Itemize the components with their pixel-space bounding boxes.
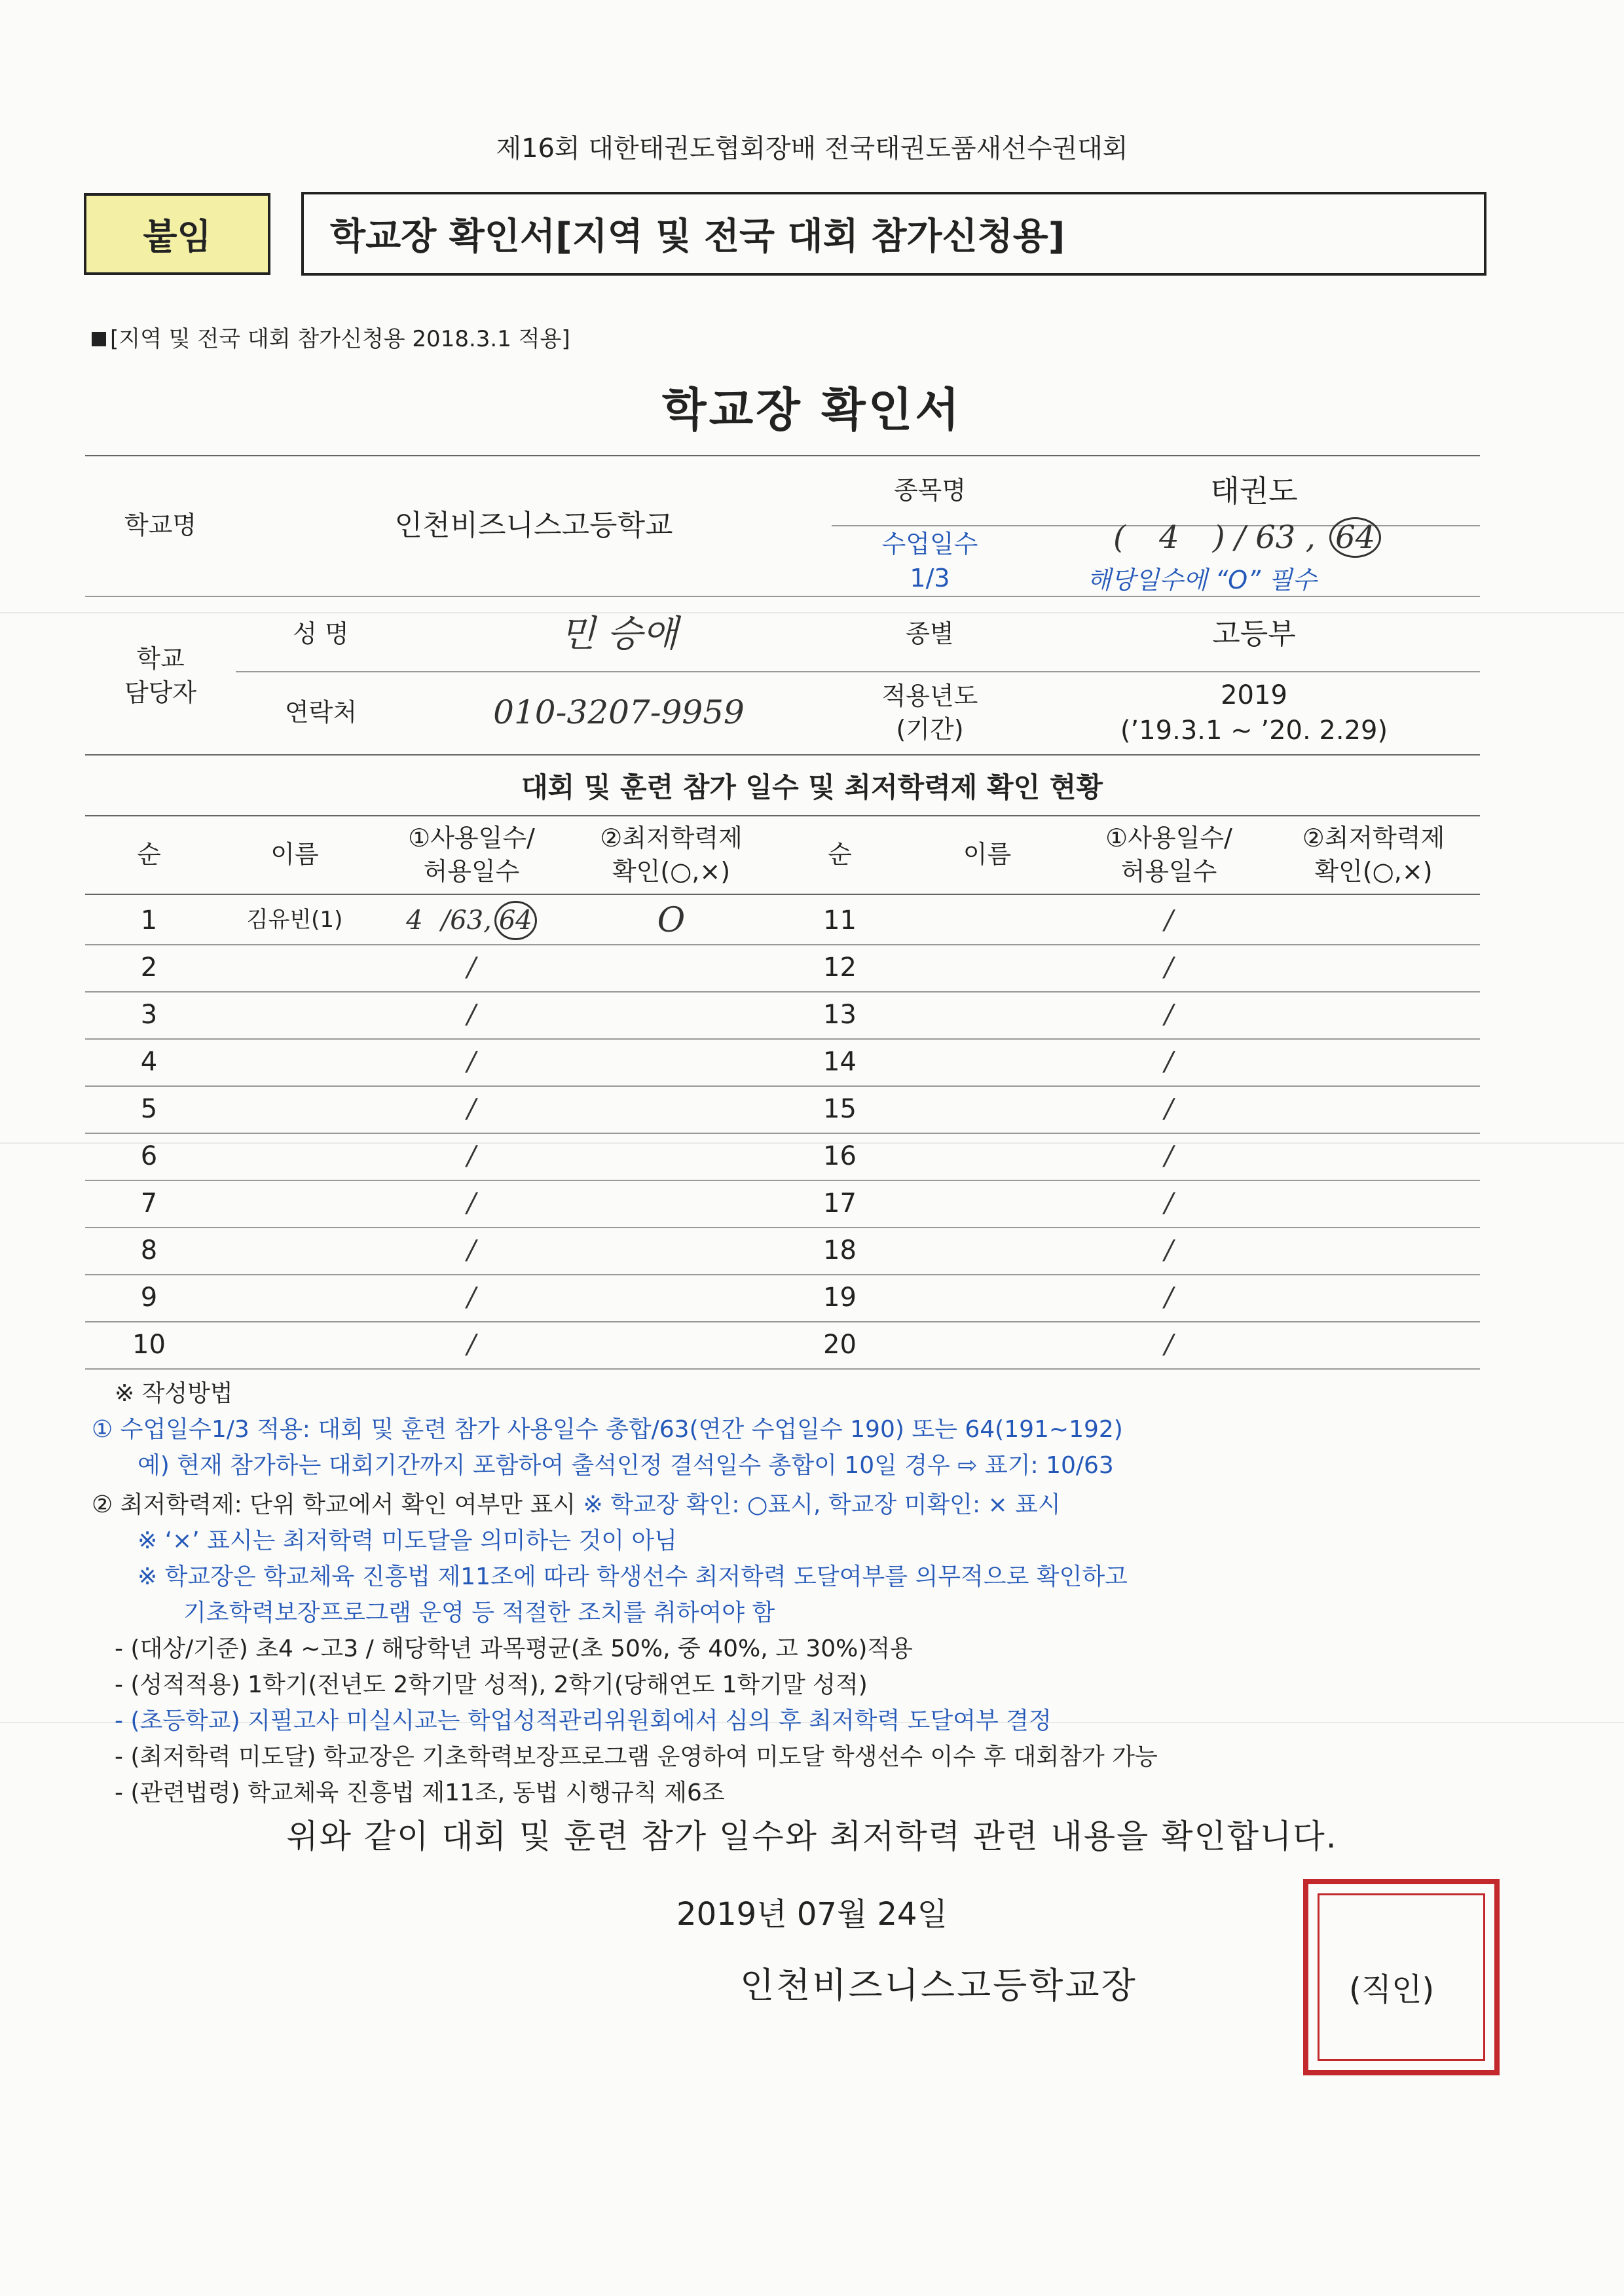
row-number: 10 (132, 1330, 166, 1360)
row-number: 4 (140, 1047, 158, 1077)
note-5: ※ 학교장은 학교체육 진흥법 제11조에 따라 학생선수 최저학력 도달여부를 의무적으로 확인하고 (138, 1563, 1128, 1590)
event-value: 태권도 (1210, 473, 1298, 509)
note-3-a: ② 최저학력제: 단위 학교에서 확인 여부만 표시 (92, 1491, 576, 1518)
min-academic-check (566, 1180, 776, 1227)
used-days (377, 897, 566, 944)
name-label: 성 명 (293, 619, 349, 649)
row-number: 15 (823, 1094, 857, 1124)
used-days: / (467, 1047, 476, 1077)
row-number: 19 (823, 1283, 857, 1313)
used-days: / (1164, 1283, 1173, 1313)
col-check-2: ②최저학력제 확인(○,×) (1302, 823, 1445, 886)
competition-title: 제16회 대한태권도협회장배 전국태권도품새선수권대회 (496, 134, 1128, 164)
min-academic-check (566, 1085, 776, 1133)
category-value: 고등부 (1212, 617, 1296, 651)
student-name (213, 991, 377, 1038)
min-academic-check (566, 1227, 776, 1274)
table-rule (85, 894, 1480, 895)
year-label: 적용년도 (기간) (881, 681, 978, 744)
min-academic-check (566, 991, 776, 1038)
school-name: 인천비즈니스고등학교 (394, 508, 673, 542)
category-label: 종별 (906, 619, 954, 649)
min-academic-check (566, 944, 776, 991)
days-note: 해당일수에 “O” 필수 (1087, 566, 1317, 594)
attachment-badge: 붙임 (84, 193, 270, 275)
used-days: / (1164, 1330, 1173, 1360)
student-name (213, 1321, 377, 1368)
class-days-value (1113, 517, 1381, 558)
used-days: / (467, 1188, 476, 1218)
row-number: 2 (140, 953, 158, 983)
row-number: 12 (823, 953, 857, 983)
table-rule (85, 596, 1480, 597)
note-2: 예) 현재 참가하는 대회기간까지 포함하여 출석인정 결석일수 총합이 10일 경우 ⇨ 표기: 10/63 (138, 1452, 1114, 1479)
used-days: / (1164, 1094, 1173, 1124)
table-rule (236, 671, 1480, 672)
table-rule (85, 815, 1480, 816)
manager-name: 민 승애 (559, 613, 678, 656)
issue-date: 2019년 07월 24일 (676, 1896, 948, 1933)
note-6: 기초학력보장프로그램 운영 등 적절한 조치를 취하여야 함 (183, 1599, 775, 1626)
col-days: ①사용일수/ 허용일수 (408, 823, 535, 886)
class-days-label: 수업일수 1/3 (881, 530, 978, 592)
used-days: / (1164, 905, 1173, 936)
school-label: 학교명 (124, 510, 197, 539)
used-days: / (1164, 1000, 1173, 1030)
row-number: 6 (140, 1141, 158, 1171)
row-number: 3 (140, 1000, 158, 1030)
used-days: / (1164, 1141, 1173, 1171)
student-name (213, 1227, 377, 1274)
used-days: / (467, 1000, 476, 1030)
student-name (213, 944, 377, 991)
note-7: - (대상/기준) 초4 ~고3 / 해당학년 과목평균(초 50%, 중 40%, 고 30%)적용 (115, 1635, 913, 1662)
manager-label: 학교 담당자 (124, 644, 197, 707)
col-no: 순 (137, 840, 161, 869)
square-bullet-icon (92, 332, 106, 346)
used-days: / (467, 1235, 476, 1266)
min-academic-check (566, 1038, 776, 1085)
allowed-days-circled: 64 (494, 901, 537, 940)
form-box-title: 학교장 확인서[지역 및 전국 대회 참가신청용] (301, 192, 1486, 276)
used-days: / (467, 953, 476, 983)
row-rule (85, 1368, 1480, 1370)
status-title: 대회 및 훈련 참가 일수 및 최저학력제 확인 현황 (521, 771, 1103, 803)
row-number: 9 (140, 1283, 158, 1313)
contact-value: 010-3207-9959 (493, 693, 745, 732)
used-days: / (1164, 1235, 1173, 1266)
row-number: 8 (140, 1235, 158, 1266)
allowed-days: /63, (441, 905, 492, 936)
days-denominator: ) / 63 , (1212, 519, 1316, 556)
student-name (213, 1038, 377, 1085)
student-name: 김유빈(1) (246, 907, 343, 934)
event-label: 종목명 (893, 476, 967, 505)
col-name: 이름 (270, 840, 319, 869)
row-number: 1 (140, 905, 158, 936)
used-days: / (1164, 953, 1173, 983)
apply-note (92, 321, 570, 353)
min-academic-check (566, 1321, 776, 1368)
used-days: / (467, 1141, 476, 1171)
used-days: / (467, 1283, 476, 1313)
note-4: ※ ‘×’ 표시는 최저학력 미도달을 의미하는 것이 아님 (138, 1527, 678, 1554)
table-rule (85, 455, 1480, 456)
note-3-b: ※ 학교장 확인: ○표시, 학교장 미확인: × 표시 (583, 1491, 1061, 1518)
year-value: 2019 (’19.3.1 ~ ’20. 2.29) (1120, 680, 1388, 746)
row-number: 20 (823, 1330, 857, 1360)
used-days: / (1164, 1188, 1173, 1218)
row-number: 5 (140, 1094, 158, 1124)
note-8: - (성적적용) 1학기(전년도 2학기말 성적), 2학기(당해연도 1학기말 성적) (115, 1671, 868, 1698)
min-academic-check (566, 1274, 776, 1321)
days-handwritten: 4 (1159, 519, 1179, 556)
page-title: 학교장 확인서 (661, 383, 963, 437)
seal-label: (직인) (1349, 1971, 1435, 2008)
col-days-2: ①사용일수/ 허용일수 (1105, 823, 1232, 886)
table-rule (85, 754, 1480, 756)
row-number: 11 (823, 905, 857, 936)
row-number: 7 (140, 1188, 158, 1218)
row-number: 18 (823, 1235, 857, 1266)
col-check: ②최저학력제 확인(○,×) (600, 823, 743, 886)
note-10: - (최저학력 미도달) 학교장은 기초학력보장프로그램 운영하여 미도달 학생선수 이수 후 대회참가 가능 (115, 1743, 1158, 1770)
days-open-paren: ( (1113, 519, 1126, 556)
apply-note-text: [지역 및 전국 대회 참가신청용 2018.3.1 적용] (110, 326, 570, 352)
used-days: / (1164, 1047, 1173, 1077)
principal-name: 인천비즈니스고등학교장 (740, 1965, 1137, 2006)
min-academic-check (566, 1133, 776, 1180)
student-name (213, 1180, 377, 1227)
col-no-2: 순 (828, 840, 852, 869)
note-9: - (초등학교) 지필고사 미실시교는 학업성적관리위원회에서 심의 후 최저학력 도달여부 결정 (115, 1707, 1052, 1734)
used-days-handwritten: 4 (406, 905, 423, 936)
note-11: - (관련법령) 학교체육 진흥법 제11조, 동법 시행규칙 제6조 (115, 1779, 725, 1806)
used-days: / (467, 1094, 476, 1124)
min-academic-check: O (657, 900, 686, 940)
row-number: 16 (823, 1141, 857, 1171)
used-days: / (467, 1330, 476, 1360)
confirm-statement: 위와 같이 대회 및 훈련 참가 일수와 최저학력 관련 내용을 확인합니다. (286, 1817, 1338, 1855)
row-number: 17 (823, 1188, 857, 1218)
contact-label: 연락처 (284, 698, 358, 727)
student-name (213, 1085, 377, 1133)
note-3 (92, 1486, 1061, 1520)
col-name-2: 이름 (963, 840, 1012, 869)
student-name (213, 1133, 377, 1180)
row-number: 14 (823, 1047, 857, 1077)
days-alt-circled: 64 (1329, 517, 1381, 558)
notes-heading: ※ 작성방법 (115, 1380, 233, 1407)
student-name (213, 1274, 377, 1321)
note-1: ① 수업일수1/3 적용: 대회 및 훈련 참가 사용일수 총합/63(연간 수업일수 190) 또는 64(191~192) (92, 1416, 1123, 1443)
row-number: 13 (823, 1000, 857, 1030)
